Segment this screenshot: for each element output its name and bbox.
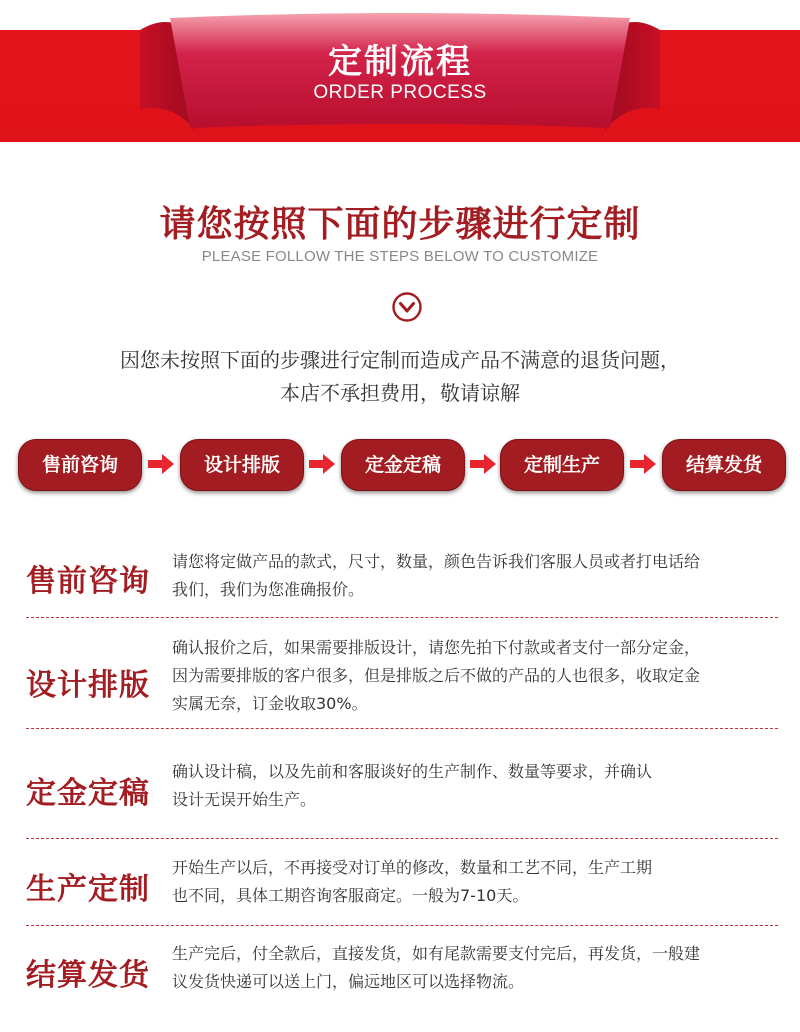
detail-line: 生产完后，付全款后，直接发货，如有尾款需要支付完后，再发货，一般建 xyxy=(172,944,701,963)
arrow-right-icon xyxy=(630,454,656,474)
step-pill-consult: 售前咨询 xyxy=(18,439,142,491)
notice-line-1: 因您未按照下面的步骤进行定制而造成产品不满意的退货问题， xyxy=(120,348,680,372)
dashed-divider xyxy=(26,838,778,839)
step-pill-deposit: 定金定稿 xyxy=(341,439,465,491)
detail-description xyxy=(172,854,788,910)
step-pill-design: 设计排版 xyxy=(180,439,304,491)
detail-title: 定金定稿 xyxy=(26,776,150,811)
detail-line: 我们，我们为您准确报价。 xyxy=(172,580,365,599)
dashed-divider xyxy=(26,617,778,618)
detail-line: 设计无误开始生产。 xyxy=(172,790,317,809)
detail-description xyxy=(172,548,788,604)
detail-description xyxy=(172,940,788,996)
detail-line: 议发货快递可以送上门，偏远地区可以选择物流。 xyxy=(172,972,525,991)
dashed-divider xyxy=(26,728,778,729)
detail-row-deposit xyxy=(0,758,800,822)
detail-line: 请您将定做产品的款式，尺寸，数量，颜色告诉我们客服人员或者打电话给 xyxy=(172,552,701,571)
detail-line: 开始生产以后，不再接受对订单的修改，数量和工艺不同，生产工期 xyxy=(172,858,653,877)
banner-subtitle: ORDER PROCESS xyxy=(313,82,487,103)
detail-row-design xyxy=(0,634,800,724)
step-pill-delivery: 结算发货 xyxy=(662,439,786,491)
notice-line-2: 本店不承担费用，敬请谅解 xyxy=(280,381,520,405)
header-banner xyxy=(0,0,800,142)
detail-line: 实属无奈，订金收取30%。 xyxy=(172,694,368,713)
detail-row-delivery xyxy=(0,940,800,1004)
arrow-right-icon xyxy=(470,454,496,474)
detail-description xyxy=(172,758,788,814)
notice-text xyxy=(0,344,800,410)
dashed-divider xyxy=(26,925,778,926)
process-steps xyxy=(18,439,788,491)
detail-line: 确认报价之后，如果需要排版设计，请您先拍下付款或者支付一部分定金， xyxy=(172,638,701,657)
detail-line: 因为需要排版的客户很多，但是排版之后不做的产品的人也很多，收取定金 xyxy=(172,666,701,685)
banner-title: 定制流程 xyxy=(328,42,472,82)
page-title: 请您按照下面的步骤进行定制 xyxy=(159,204,641,245)
detail-title: 结算发货 xyxy=(26,958,150,993)
page-subtitle: PLEASE FOLLOW THE STEPS BELOW TO CUSTOMIZE xyxy=(201,248,599,265)
detail-line: 确认设计稿，以及先前和客服谈好的生产制作、数量等要求，并确认 xyxy=(172,762,653,781)
detail-title: 售前咨询 xyxy=(26,564,150,599)
detail-title: 生产定制 xyxy=(26,872,150,907)
detail-row-consult xyxy=(0,548,800,612)
detail-description xyxy=(172,634,788,718)
step-pill-production: 定制生产 xyxy=(500,439,624,491)
arrow-right-icon xyxy=(309,454,335,474)
chevron-down-circle-icon xyxy=(391,291,423,323)
detail-row-production xyxy=(0,854,800,918)
detail-line: 也不同，具体工期咨询客服商定。一般为7-10天。 xyxy=(172,886,529,905)
arrow-right-icon xyxy=(148,454,174,474)
detail-title: 设计排版 xyxy=(26,668,150,703)
